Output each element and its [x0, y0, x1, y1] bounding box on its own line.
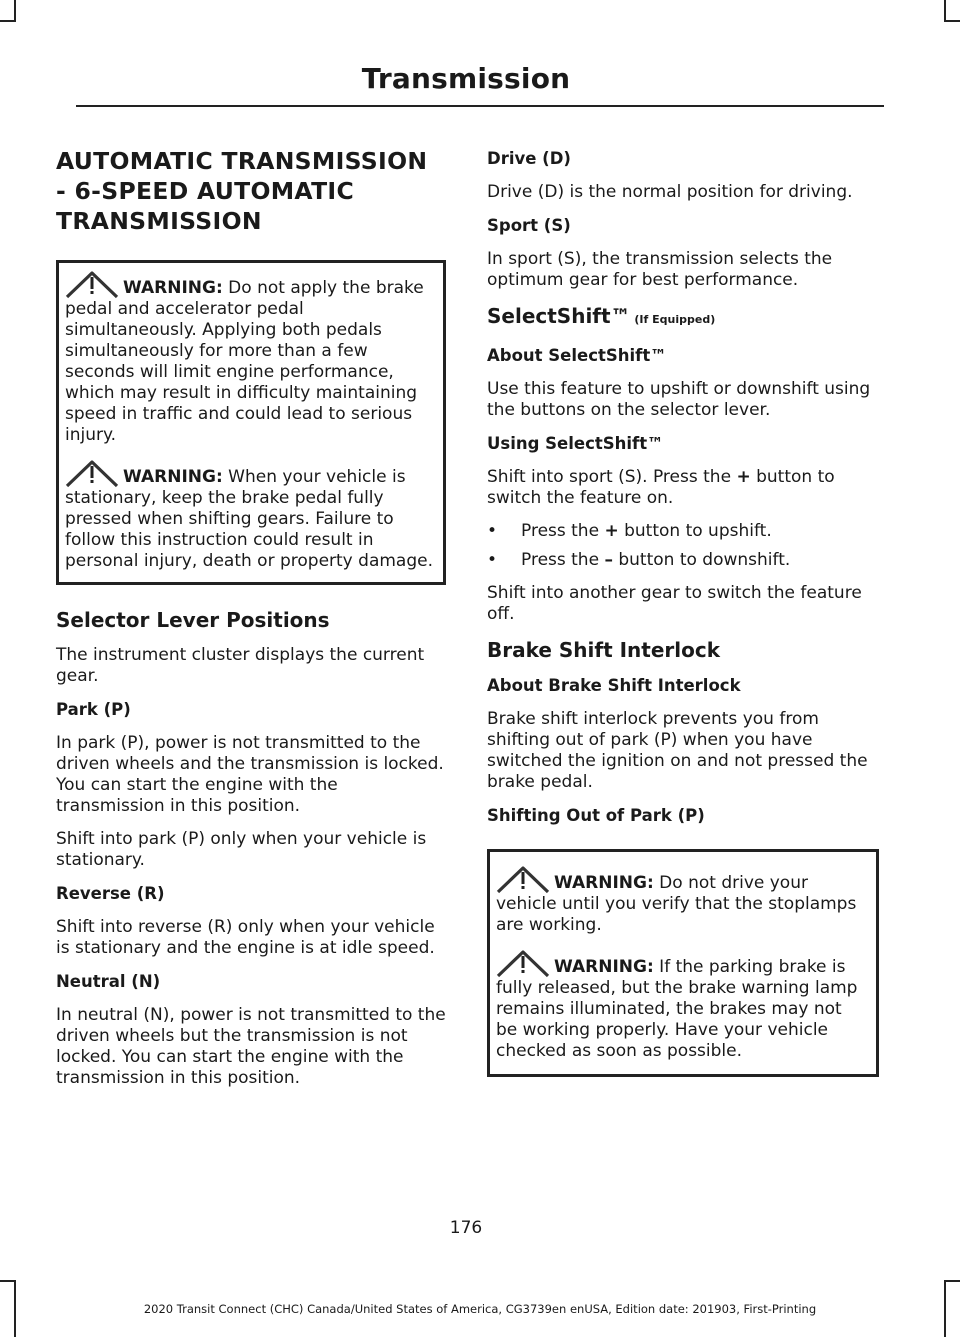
list-item: • Press the + button to upshift. — [487, 521, 772, 541]
sport-heading: Sport (S) — [487, 216, 571, 235]
switch-off-text: Shift into another gear to switch the feature off. — [487, 583, 862, 624]
about-selectshift-text: Use this feature to upshift or downshift using the buttons on the selector lever. — [487, 379, 871, 420]
about-bsi-text: Brake shift interlock prevents you from shifting out of park (P) when you have switched the ignition on and not pressed the brake pedal. — [487, 709, 868, 792]
crop-mark — [944, 1280, 960, 1282]
drive-text: Drive (D) is the normal position for driving. — [487, 182, 853, 202]
reverse-text: Shift into reverse (R) only when your vehicle is stationary and the engine is at idle speed. — [56, 917, 435, 958]
about-selectshift-heading: About SelectShift™ — [487, 346, 667, 365]
drive-heading: Drive (D) — [487, 149, 571, 168]
crop-mark — [944, 0, 946, 22]
warning-triangle-icon — [65, 271, 119, 299]
list-item: • Press the – button to downshift. — [487, 550, 791, 570]
right-column — [487, 148, 879, 1099]
warning-item: WARNING: If the parking brake is fully released, but the brake warning lamp remains illuminated, the brakes may not be working properly. Have your vehicle checked as soon as possible. — [496, 950, 868, 1062]
neutral-heading: Neutral (N) — [56, 972, 161, 991]
brake-shift-interlock-heading: Brake Shift Interlock — [487, 638, 721, 662]
crop-mark — [0, 20, 16, 22]
header-rule — [76, 105, 884, 107]
crop-mark — [14, 0, 16, 22]
warning-item: WARNING: Do not apply the brake pedal and accelerator pedal simultaneously. Applying both pedals simultaneously for more than a few seconds will limit engine performance, which may result in difficulty maintaining speed in traffic and could lead to serious injury. — [65, 271, 435, 446]
warning-triangle-icon — [496, 866, 550, 894]
sport-text: In sport (S), the transmission selects the optimum gear for best performance. — [487, 249, 833, 290]
page-footer: 2020 Transit Connect (CHC) Canada/United States of America, CG3739en enUSA, Edition date: 201903, First-Printing — [143, 1302, 817, 1316]
section-title: AUTOMATIC TRANSMISSION - 6-SPEED AUTOMATIC TRANSMISSION — [56, 147, 428, 235]
using-selectshift-heading: Using SelectShift™ — [487, 434, 664, 453]
using-selectshift-text: Shift into sport (S). Press the + button to switch the feature on. — [487, 467, 835, 508]
page-number: 176 — [449, 1218, 483, 1238]
park-text: In park (P), power is not transmitted to the driven wheels and the transmission is locked. You can start the engine with the transmission in this position. — [56, 733, 444, 816]
shifting-out-of-park-heading: Shifting Out of Park (P) — [487, 806, 705, 825]
selector-positions-text: The instrument cluster displays the current gear. — [56, 645, 425, 686]
warning-triangle-icon — [496, 950, 550, 978]
reverse-heading: Reverse (R) — [56, 884, 165, 903]
warning-box — [56, 260, 446, 585]
warning-item: WARNING: Do not drive your vehicle until you verify that the stoplamps are working. — [496, 866, 868, 936]
park-heading: Park (P) — [56, 700, 131, 719]
crop-mark — [0, 1280, 16, 1282]
about-bsi-heading: About Brake Shift Interlock — [487, 676, 741, 695]
park-text-2: Shift into park (P) only when your vehicle is stationary. — [56, 829, 427, 870]
left-column — [56, 140, 446, 1101]
warning-triangle-icon — [65, 460, 119, 488]
crop-mark — [944, 20, 960, 22]
selector-positions-heading: Selector Lever Positions — [56, 608, 330, 632]
page-header-title: Transmission — [361, 62, 571, 95]
selectshift-heading: SelectShift™ (If Equipped) — [487, 304, 716, 328]
warning-box — [487, 849, 879, 1077]
neutral-text: In neutral (N), power is not transmitted to the driven wheels but the transmission is not locked. You can start the engine with the transmission in this position. — [56, 1005, 446, 1088]
warning-item: WARNING: When your vehicle is stationary, keep the brake pedal fully pressed when shifting gears. Failure to follow this instruction could result in personal injury, death or property damage. — [65, 460, 435, 572]
